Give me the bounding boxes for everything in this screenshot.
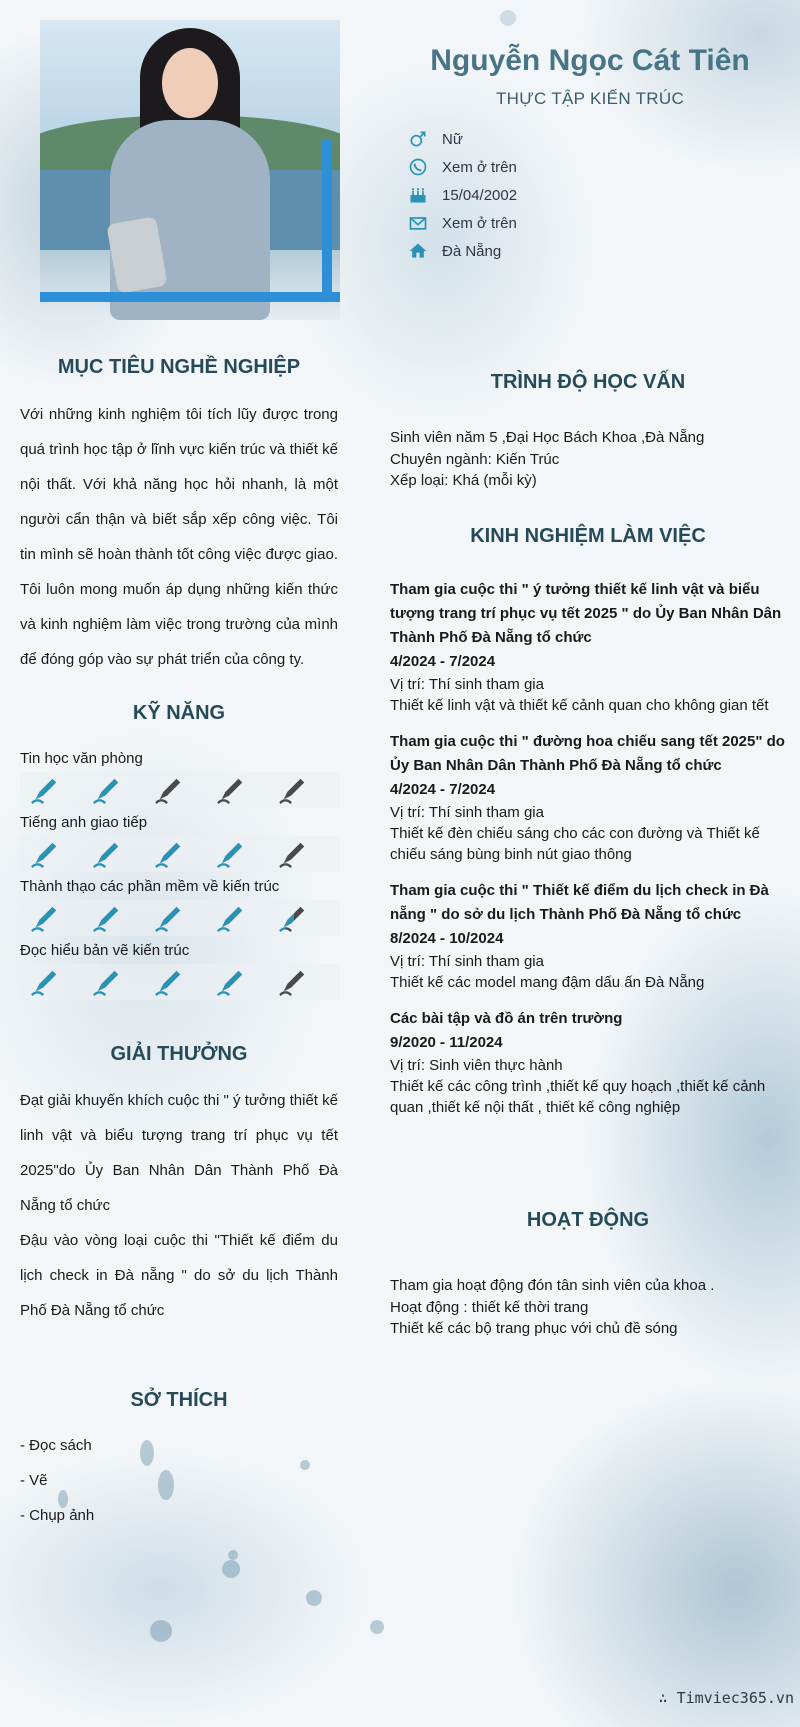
pen-rating-icon: [144, 900, 206, 936]
activity-line: Tham gia hoạt động đón tân sinh viên của khoa .: [390, 1277, 715, 1294]
skills-list: [20, 750, 340, 1006]
skill-row: [20, 878, 340, 942]
phone-icon: [406, 156, 430, 178]
experience-title: KINH NGHIỆM LÀM VIỆC: [470, 525, 706, 547]
skills-title: KỸ NĂNG: [132, 702, 226, 724]
skill-name: Thành thạo các phần mềm về kiến trúc: [20, 878, 280, 895]
skill-row: [20, 942, 340, 1006]
hobbies-list: [20, 1428, 94, 1533]
job-description: Thiết kế đèn chiếu sáng cho các con đường và Thiết kế chiếu sáng bùng binh nút giao thông: [390, 825, 760, 863]
pen-rating-icon: [268, 772, 330, 808]
hobby-item: - Vẽ: [20, 1472, 48, 1489]
pen-rating-icon: [268, 964, 330, 1000]
birthday-cake-icon: [406, 184, 430, 206]
activities-list: [390, 1275, 786, 1340]
info-email: Xem ở trên: [406, 209, 517, 237]
job-entry: [390, 1007, 786, 1118]
pen-rating-icon: [144, 772, 206, 808]
job-date: 4/2024 - 7/2024: [390, 653, 496, 670]
gender-icon: [406, 128, 430, 150]
award-item-1: Đạt giải khuyến khích cuộc thi " ý tưởng thiết kế linh vật và biểu tượng trang trí phục vụ tết 2025"do Ủy Ban Nhân Dân Thành Phố Đà Nẵng tổ chức: [20, 1092, 338, 1214]
pen-rating-icon: [82, 964, 144, 1000]
job-position: Vị trí: Sinh viên thực hành: [390, 1057, 563, 1074]
job-title: Tham gia cuộc thi " Thiết kế điểm du lịch check in Đà nẵng " do sở du lịch Thành Phố Đà Nẵng tổ chức: [390, 882, 769, 923]
profile-photo: [40, 20, 340, 320]
job-title: Tham gia cuộc thi " ý tưởng thiết kế linh vật và biểu tượng trang trí phục vụ tết 2025 " do Ủy Ban Nhân Dân Thành Phố Đà Nẵng tổ chức: [390, 581, 782, 646]
info-birthday: 15/04/2002: [406, 181, 517, 209]
job-description: Thiết kế các công trình ,thiết kế quy hoạch ,thiết kế cảnh quan ,thiết kế nội thất , thiết kế công nghiệp: [390, 1078, 766, 1116]
job-description: Thiết kế các model mang đậm dấu ấn Đà Nẵng: [390, 974, 705, 991]
hobby-item: - Đọc sách: [20, 1437, 92, 1454]
education-line: Sinh viên năm 5 ,Đại Học Bách Khoa ,Đà Nẵng: [390, 429, 705, 446]
education-line: Xếp loại: Khá (mỗi kỳ): [390, 472, 537, 489]
hobbies-title: SỞ THÍCH: [130, 1389, 228, 1411]
skill-name: Tiếng anh giao tiếp: [20, 814, 148, 831]
pen-rating-icon: [82, 836, 144, 872]
award-item-2: Đậu vào vòng loại cuộc thi "Thiết kế điểm du lịch check in Đà nẵng " do sở du lịch Thành Phố Đà Nẵng tổ chức: [20, 1232, 338, 1319]
pen-rating-icon: [20, 836, 82, 872]
education-line: Chuyên ngành: Kiến Trúc: [390, 450, 560, 468]
skill-row: [20, 814, 340, 878]
skill-rating: [20, 964, 340, 1000]
objective-text: Với những kinh nghiệm tôi tích lũy được trong quá trình học tập ở lĩnh vực kiến trúc và thiết kế nội thất. Với khả năng học hỏi nhanh, là một người cẩn thận và biết sắp xếp công việc. Tôi tin mình sẽ hoàn thành tốt công việc được giao. Tôi luôn mong muốn áp dụng những kiến thức và kinh nghiệm làm việc trong trường của mình để đóng góp vào sự phát triển của công ty.: [20, 406, 338, 668]
email-icon: [406, 212, 430, 234]
objective-title: MỤC TIÊU NGHỀ NGHIỆP: [57, 356, 301, 378]
job-position: Vị trí: Thí sinh tham gia: [390, 676, 544, 693]
watermark: ∴ Timviec365.vn: [658, 1689, 794, 1707]
experience-list: [390, 578, 786, 1132]
pen-rating-icon: [206, 836, 268, 872]
pen-rating-icon: [82, 772, 144, 808]
pen-rating-icon: [268, 836, 330, 872]
pen-rating-icon: [144, 836, 206, 872]
job-date: 9/2020 - 11/2024: [390, 1034, 503, 1051]
pen-rating-icon: [82, 900, 144, 936]
activity-line: Hoạt động : thiết kế thời trang: [390, 1298, 589, 1316]
job-description: Thiết kế linh vật và thiết kế cảnh quan cho không gian tết: [390, 697, 769, 714]
skill-rating: [20, 772, 340, 808]
pen-rating-icon: [206, 964, 268, 1000]
job-entry: [390, 879, 786, 993]
hobby-item: - Chụp ảnh: [20, 1507, 95, 1524]
skill-name: Tin học văn phòng: [20, 750, 143, 767]
job-title: Tham gia cuộc thi " đường hoa chiếu sang tết 2025" do Ủy Ban Nhân Dân Thành Phố Đà Nẵng tổ chức: [390, 733, 785, 774]
skill-row: [20, 750, 340, 814]
home-icon: [406, 240, 430, 262]
job-position: Vị trí: Thí sinh tham gia: [390, 804, 544, 821]
candidate-name: Nguyễn Ngọc Cát Tiên: [430, 44, 750, 77]
info-address: Đà Nẵng: [406, 237, 517, 265]
contact-info: [406, 125, 517, 265]
awards-title: GIẢI THƯỞNG: [110, 1043, 248, 1065]
info-phone: Xem ở trên: [406, 153, 517, 181]
job-title: THỰC TẬP KIẾN TRÚC: [495, 89, 685, 108]
info-gender: Nữ: [406, 125, 517, 153]
job-title: Các bài tập và đồ án trên trường: [390, 1010, 623, 1027]
pen-rating-icon: [144, 964, 206, 1000]
education-title: TRÌNH ĐỘ HỌC VẤN: [490, 371, 686, 393]
education-details: [390, 427, 786, 492]
pen-rating-icon: [20, 964, 82, 1000]
activities-title: HOẠT ĐỘNG: [526, 1209, 650, 1231]
job-position: Vị trí: Thí sinh tham gia: [390, 953, 544, 970]
pen-rating-icon: [268, 900, 330, 936]
activity-line: Thiết kế các bộ trang phục với chủ đề sóng: [390, 1320, 678, 1337]
job-date: 8/2024 - 10/2024: [390, 930, 504, 947]
pen-rating-icon: [206, 772, 268, 808]
skill-rating: [20, 900, 340, 936]
job-entry: [390, 730, 786, 865]
job-entry: [390, 578, 786, 716]
job-date: 4/2024 - 7/2024: [390, 781, 496, 798]
pen-rating-icon: [20, 772, 82, 808]
pen-rating-icon: [206, 900, 268, 936]
pen-rating-icon: [20, 900, 82, 936]
skill-rating: [20, 836, 340, 872]
skill-name: Đọc hiểu bản vẽ kiến trúc: [20, 942, 190, 959]
